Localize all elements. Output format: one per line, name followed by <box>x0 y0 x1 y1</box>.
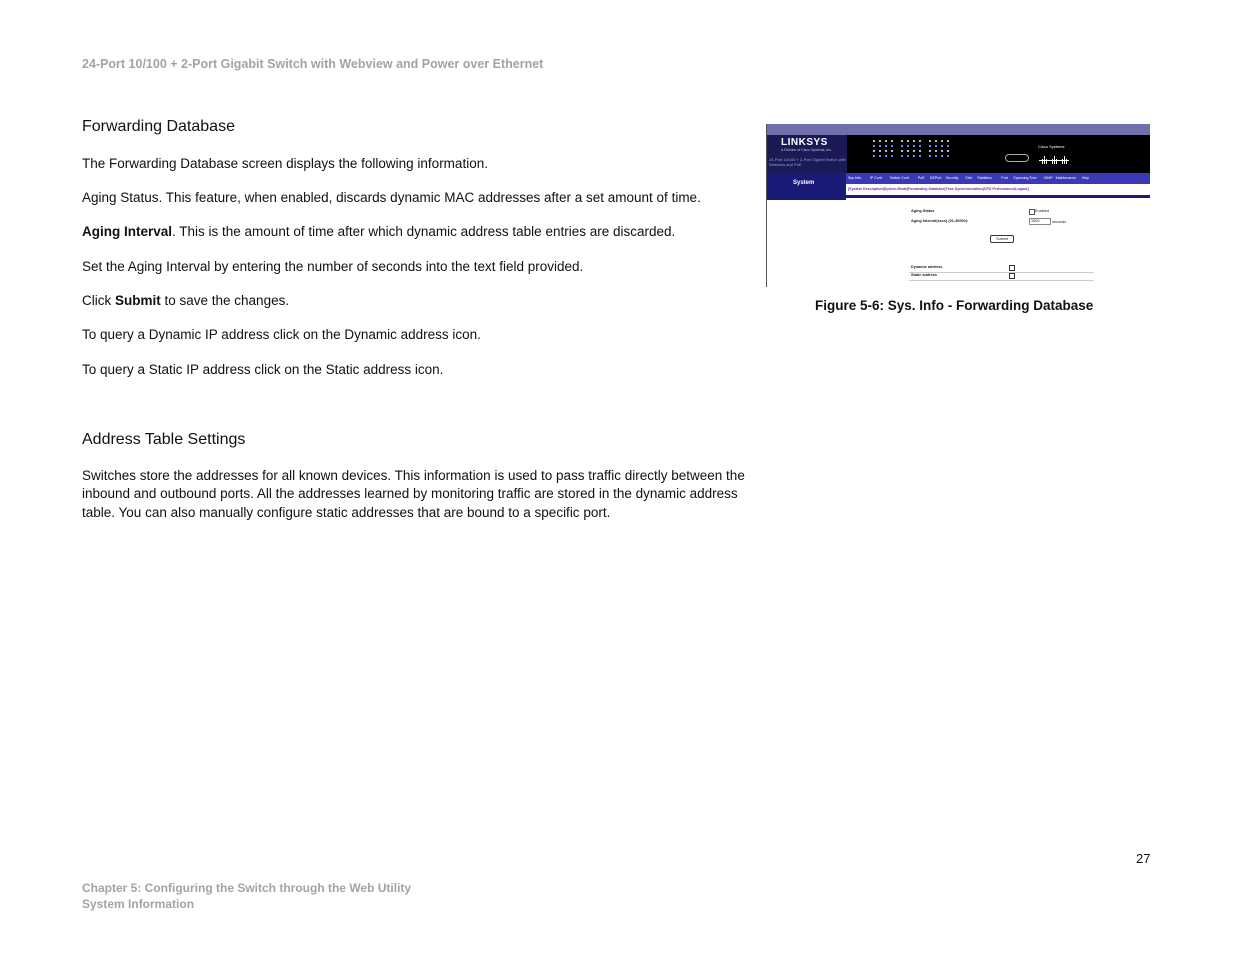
port-led-icon <box>885 145 887 147</box>
port-led-icon <box>913 150 915 152</box>
port-led-icon <box>879 145 881 147</box>
sub-nav <box>846 185 1150 193</box>
port-led-icon <box>907 150 909 152</box>
forwarding-database-screenshot <box>766 124 1150 287</box>
screenshot-nav <box>767 173 1150 200</box>
port-led-icon <box>941 150 943 152</box>
port-led-icon <box>935 140 937 142</box>
paragraph-address-line-2: inbound and outbound ports. All the addresses learned by monitoring traffic are stored in the dynamic address <box>82 486 738 501</box>
page-number: 27 <box>1136 851 1151 866</box>
port-led-icon <box>941 145 943 147</box>
nav-system-label: System <box>793 180 815 186</box>
logo-subtitle: A Division of Cisco Systems, Inc. <box>781 148 832 152</box>
nav-tab[interactable]: Stat <box>965 176 972 180</box>
port-led-icon <box>879 155 881 157</box>
click-suffix: to save the changes. <box>160 293 290 308</box>
nav-tab[interactable]: Statistics <box>977 176 992 180</box>
port-led-icon <box>919 155 921 157</box>
port-led-icon <box>873 155 875 157</box>
aging-status-label: Aging Status <box>911 209 935 213</box>
dynamic-address-icon[interactable] <box>1009 265 1015 271</box>
port-led-icon <box>919 140 921 142</box>
nav-tabs <box>846 173 1150 184</box>
port-led-icon <box>873 150 875 152</box>
paragraph-click-submit <box>82 292 289 311</box>
paragraph-aging-status: Aging Status. This feature, when enabled, discards dynamic MAC addresses after a set amount of time. <box>82 190 701 205</box>
static-address-icon[interactable] <box>1009 273 1015 279</box>
port-led-icon <box>919 145 921 147</box>
term-aging-interval: Aging Interval <box>82 224 173 239</box>
nav-tab[interactable]: Maintenance <box>1055 176 1077 180</box>
port-led-icon <box>919 150 921 152</box>
paragraph-address-line-1: Switches store the addresses for all known devices. This information is used to pass traffic directly between the <box>82 468 745 483</box>
port-led-icon <box>947 155 949 157</box>
port-led-icon <box>907 145 909 147</box>
port-led-icon <box>885 150 887 152</box>
paragraph-query-static: To query a Static IP address click on the Static address icon. <box>82 362 444 377</box>
aging-interval-text: . This is the amount of time after which dynamic address table entries are discarded. <box>172 224 676 239</box>
port-led-icon <box>929 140 931 142</box>
enabled-label: Enabled <box>1035 209 1049 213</box>
nav-tab[interactable]: Spanning Tree <box>1013 176 1037 180</box>
screenshot-banner <box>767 135 1150 173</box>
nav-tab[interactable]: Switch Conf. <box>889 176 910 180</box>
port-led-icon <box>935 145 937 147</box>
port-led-icon <box>941 155 943 157</box>
figure-caption: Figure 5-6: Sys. Info - Forwarding Database <box>815 298 1094 313</box>
nav-tab[interactable]: IGMP <box>1043 176 1053 180</box>
paragraph-address-line-3: table. You can also manually configure static addresses that are bound to a specific port. <box>82 505 611 520</box>
cisco-logo-icon <box>1039 151 1069 161</box>
footer-section: System Information <box>82 897 195 911</box>
port-led-icon <box>929 155 931 157</box>
port-led-icon <box>947 150 949 152</box>
port-led-icon <box>891 140 893 142</box>
row-divider <box>909 280 1094 281</box>
nav-tab[interactable]: Help <box>1081 176 1090 180</box>
port-led-icon <box>929 145 931 147</box>
port-led-icon <box>907 155 909 157</box>
screenshot-top-strip <box>767 124 1150 135</box>
logo-block <box>767 135 847 173</box>
paragraph-aging-interval <box>82 223 675 242</box>
port-led-icon <box>891 155 893 157</box>
port-led-icon <box>913 155 915 157</box>
click-prefix: Click <box>82 293 115 308</box>
nav-tab[interactable]: Sys.Info. <box>848 176 862 180</box>
submit-button[interactable]: Submit <box>990 235 1014 243</box>
nav-tab[interactable]: Security <box>945 176 959 180</box>
aging-interval-input[interactable] <box>1029 218 1051 225</box>
port-led-icon <box>891 150 893 152</box>
port-led-icon <box>947 145 949 147</box>
port-led-icon <box>913 140 915 142</box>
port-led-icon <box>879 150 881 152</box>
static-address-label: Static address <box>911 273 937 277</box>
footer-chapter: Chapter 5: Configuring the Switch through the Web Utility <box>82 881 412 895</box>
nav-tab[interactable]: Port <box>1001 176 1008 180</box>
product-name: 24-Port 10/100 + 2-Port Gigabit Switch with Webview and PoE <box>769 157 846 167</box>
port-led-icon <box>885 140 887 142</box>
dynamic-address-label: Dynamic address <box>911 265 943 269</box>
nav-tab[interactable]: DEPort <box>929 176 942 180</box>
port-led-icon <box>901 145 903 147</box>
paragraph-query-dynamic: To query a Dynamic IP address click on the Dynamic address icon. <box>82 327 481 342</box>
cisco-label: Cisco Systems <box>1038 144 1065 149</box>
port-led-icon <box>935 150 937 152</box>
sub-nav-links: [System Description|System Mode|Forwarding Database|Time Synchronization|CPU Performance|Logout] <box>848 187 1029 191</box>
aging-interval-value: 1500 <box>1031 219 1040 223</box>
paragraph-set-interval: Set the Aging Interval by entering the number of seconds into the text field provided. <box>82 259 584 274</box>
seconds-label: seconds <box>1052 220 1067 224</box>
term-submit: Submit <box>115 293 161 308</box>
linksys-logo: LINKSYS <box>781 137 828 148</box>
port-led-icon <box>907 140 909 142</box>
port-led-icon <box>941 140 943 142</box>
port-led-icon <box>891 145 893 147</box>
port-led-icon <box>885 155 887 157</box>
device-oval-icon <box>1005 154 1029 162</box>
port-led-icon <box>873 140 875 142</box>
nav-tab[interactable]: IP Conf. <box>869 176 883 180</box>
nav-underline <box>767 195 1150 198</box>
port-led-icon <box>947 140 949 142</box>
paragraph-intro: The Forwarding Database screen displays the following information. <box>82 156 488 171</box>
port-led-icon <box>935 155 937 157</box>
port-led-icon <box>873 145 875 147</box>
port-led-icon <box>913 145 915 147</box>
nav-tab[interactable]: PoE <box>917 176 925 180</box>
section-heading-forwarding-database: Forwarding Database <box>82 118 235 135</box>
port-led-icon <box>901 150 903 152</box>
aging-interval-label: Aging Interval(secs) (01-30000): <box>911 219 969 223</box>
port-led-icon <box>929 150 931 152</box>
running-header: 24-Port 10/100 + 2-Port Gigabit Switch with Webview and Power over Ethernet <box>82 57 544 71</box>
section-heading-address-table-settings: Address Table Settings <box>82 431 246 448</box>
port-led-icon <box>879 140 881 142</box>
port-led-icon <box>901 155 903 157</box>
port-led-icon <box>901 140 903 142</box>
port-status-icons <box>873 140 953 164</box>
